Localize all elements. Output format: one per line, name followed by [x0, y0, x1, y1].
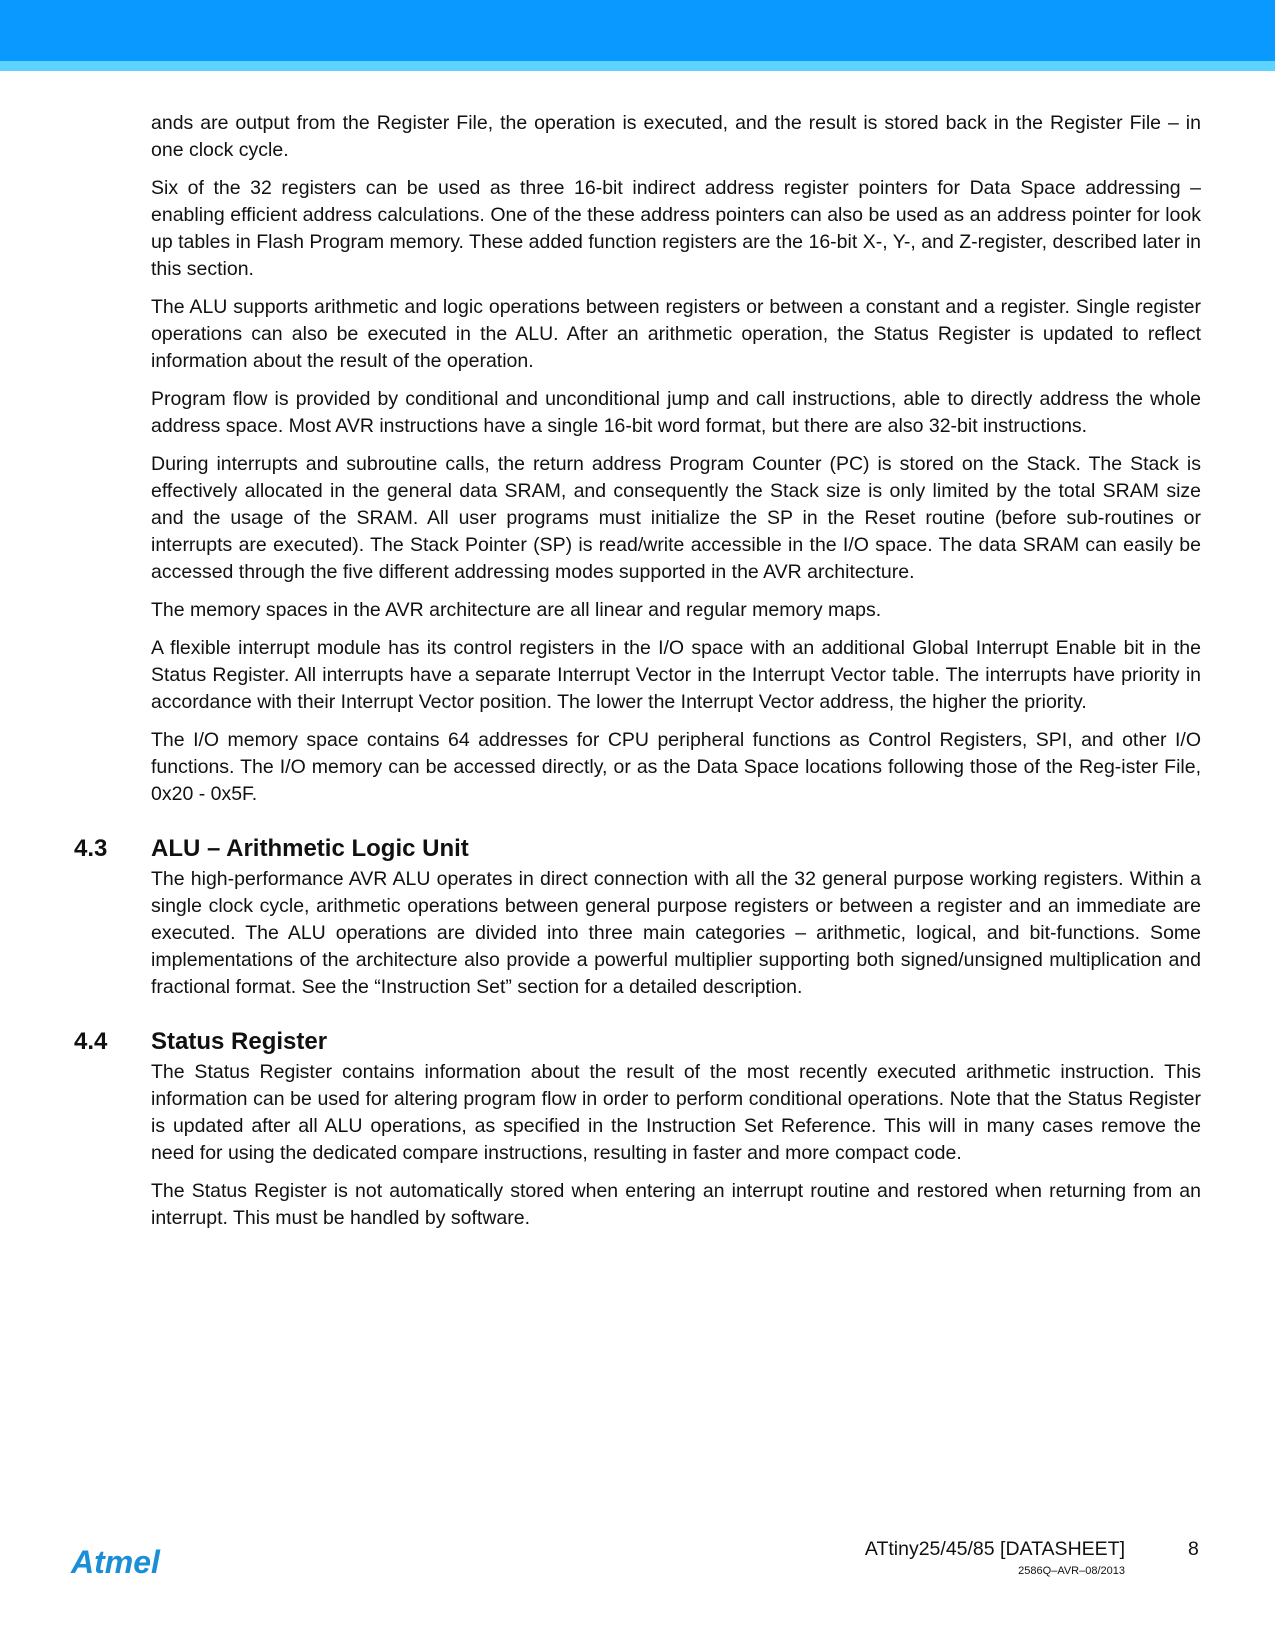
- body-paragraph: The I/O memory space contains 64 addresses for CPU peripheral functions as Control Registers, SPI, and other I/O functions. The I/O memory can be accessed directly, or as the Data Space locations following those of the Reg-ister File, 0x20 - 0x5F.: [151, 729, 1201, 805]
- body-paragraph: During interrupts and subroutine calls, the return address Program Counter (PC) is stored on the Stack. The Stack is effectively allocated in the general data SRAM, and consequently the Stack size is only limited by the total SRAM size and the usage of the SRAM. All user programs must initialize the SP in the Reset routine (before sub-routines or interrupts are executed). The Stack Pointer (SP) is read/write accessible in the I/O space. The data SRAM can easily be accessed through the five different addressing modes supported in the AVR architecture.: [151, 453, 1201, 583]
- body-paragraph: ands are output from the Register File, the operation is executed, and the result is stored back in the Register File – in one clock cycle.: [151, 112, 1201, 161]
- body-paragraph: Program flow is provided by conditional and unconditional jump and call instructions, able to directly address the whole address space. Most AVR instructions have a single 16-bit word format, but there are also 32-bit instructions.: [151, 388, 1201, 437]
- section-number: 4.4: [74, 1028, 108, 1055]
- section-title: Status Register: [151, 1028, 328, 1055]
- section-title: ALU – Arithmetic Logic Unit: [151, 835, 469, 862]
- section-status-register: [74, 1027, 1201, 1232]
- atmel-logo: Atmel: [71, 1544, 160, 1580]
- body-paragraph: The Status Register contains information about the result of the most recently executed arithmetic instruction. This information can be used for altering program flow in order to perform conditional operations. Note that the Status Register is updated after all ALU operations, as specified in the Instruction Set Reference. This will in many cases remove the need for using the dedicated compare instructions, resulting in faster and more compact code.: [151, 1061, 1201, 1164]
- body-paragraph: The Status Register is not automatically stored when entering an interrupt routine and restored when returning from an interrupt. This must be handled by software.: [151, 1180, 1201, 1229]
- body-paragraph: The high-performance AVR ALU operates in direct connection with all the 32 general purpose working registers. Within a single clock cycle, arithmetic operations between general purpose registers or between a register and an immediate are executed. The ALU operations are divided into three main categories – arithmetic, logical, and bit-functions. Some implementations of the architecture also provide a powerful multiplier supporting both signed/unsigned multiplication and fractional format. See the “Instruction Set” section for a detailed description.: [151, 868, 1201, 998]
- page-number: 8: [1188, 1538, 1199, 1560]
- document-code: 2586Q–AVR–08/2013: [1018, 1565, 1125, 1577]
- body-paragraph: The memory spaces in the AVR architecture are all linear and regular memory maps.: [151, 599, 882, 621]
- section-alu: [74, 834, 1201, 1001]
- body-paragraph: The ALU supports arithmetic and logic operations between registers or between a constant and a register. Single register operations can also be executed in the ALU. After an arithmetic operation, the Status Register is updated to reflect information about the result of the operation.: [151, 296, 1201, 372]
- document-title: ATtiny25/45/85 [DATASHEET]: [864, 1538, 1125, 1560]
- page-content: [74, 110, 1201, 1243]
- header-stripe: [0, 61, 1275, 71]
- body-paragraph: A flexible interrupt module has its control registers in the I/O space with an additional Global Interrupt Enable bit in the Status Register. All interrupts have a separate Interrupt Vector in the Interrupt Vector table. The interrupts have priority in accordance with their Interrupt Vector position. The lower the Interrupt Vector address, the higher the priority.: [151, 637, 1201, 713]
- body-paragraph: Six of the 32 registers can be used as three 16-bit indirect address register pointers for Data Space addressing – enabling efficient address calculations. One of the these address pointers can also be used as an address pointer for look up tables in Flash Program memory. These added function registers are the 16-bit X-, Y-, and Z-register, described later in this section.: [151, 177, 1201, 280]
- section-number: 4.3: [74, 835, 108, 862]
- header-band: [0, 0, 1275, 61]
